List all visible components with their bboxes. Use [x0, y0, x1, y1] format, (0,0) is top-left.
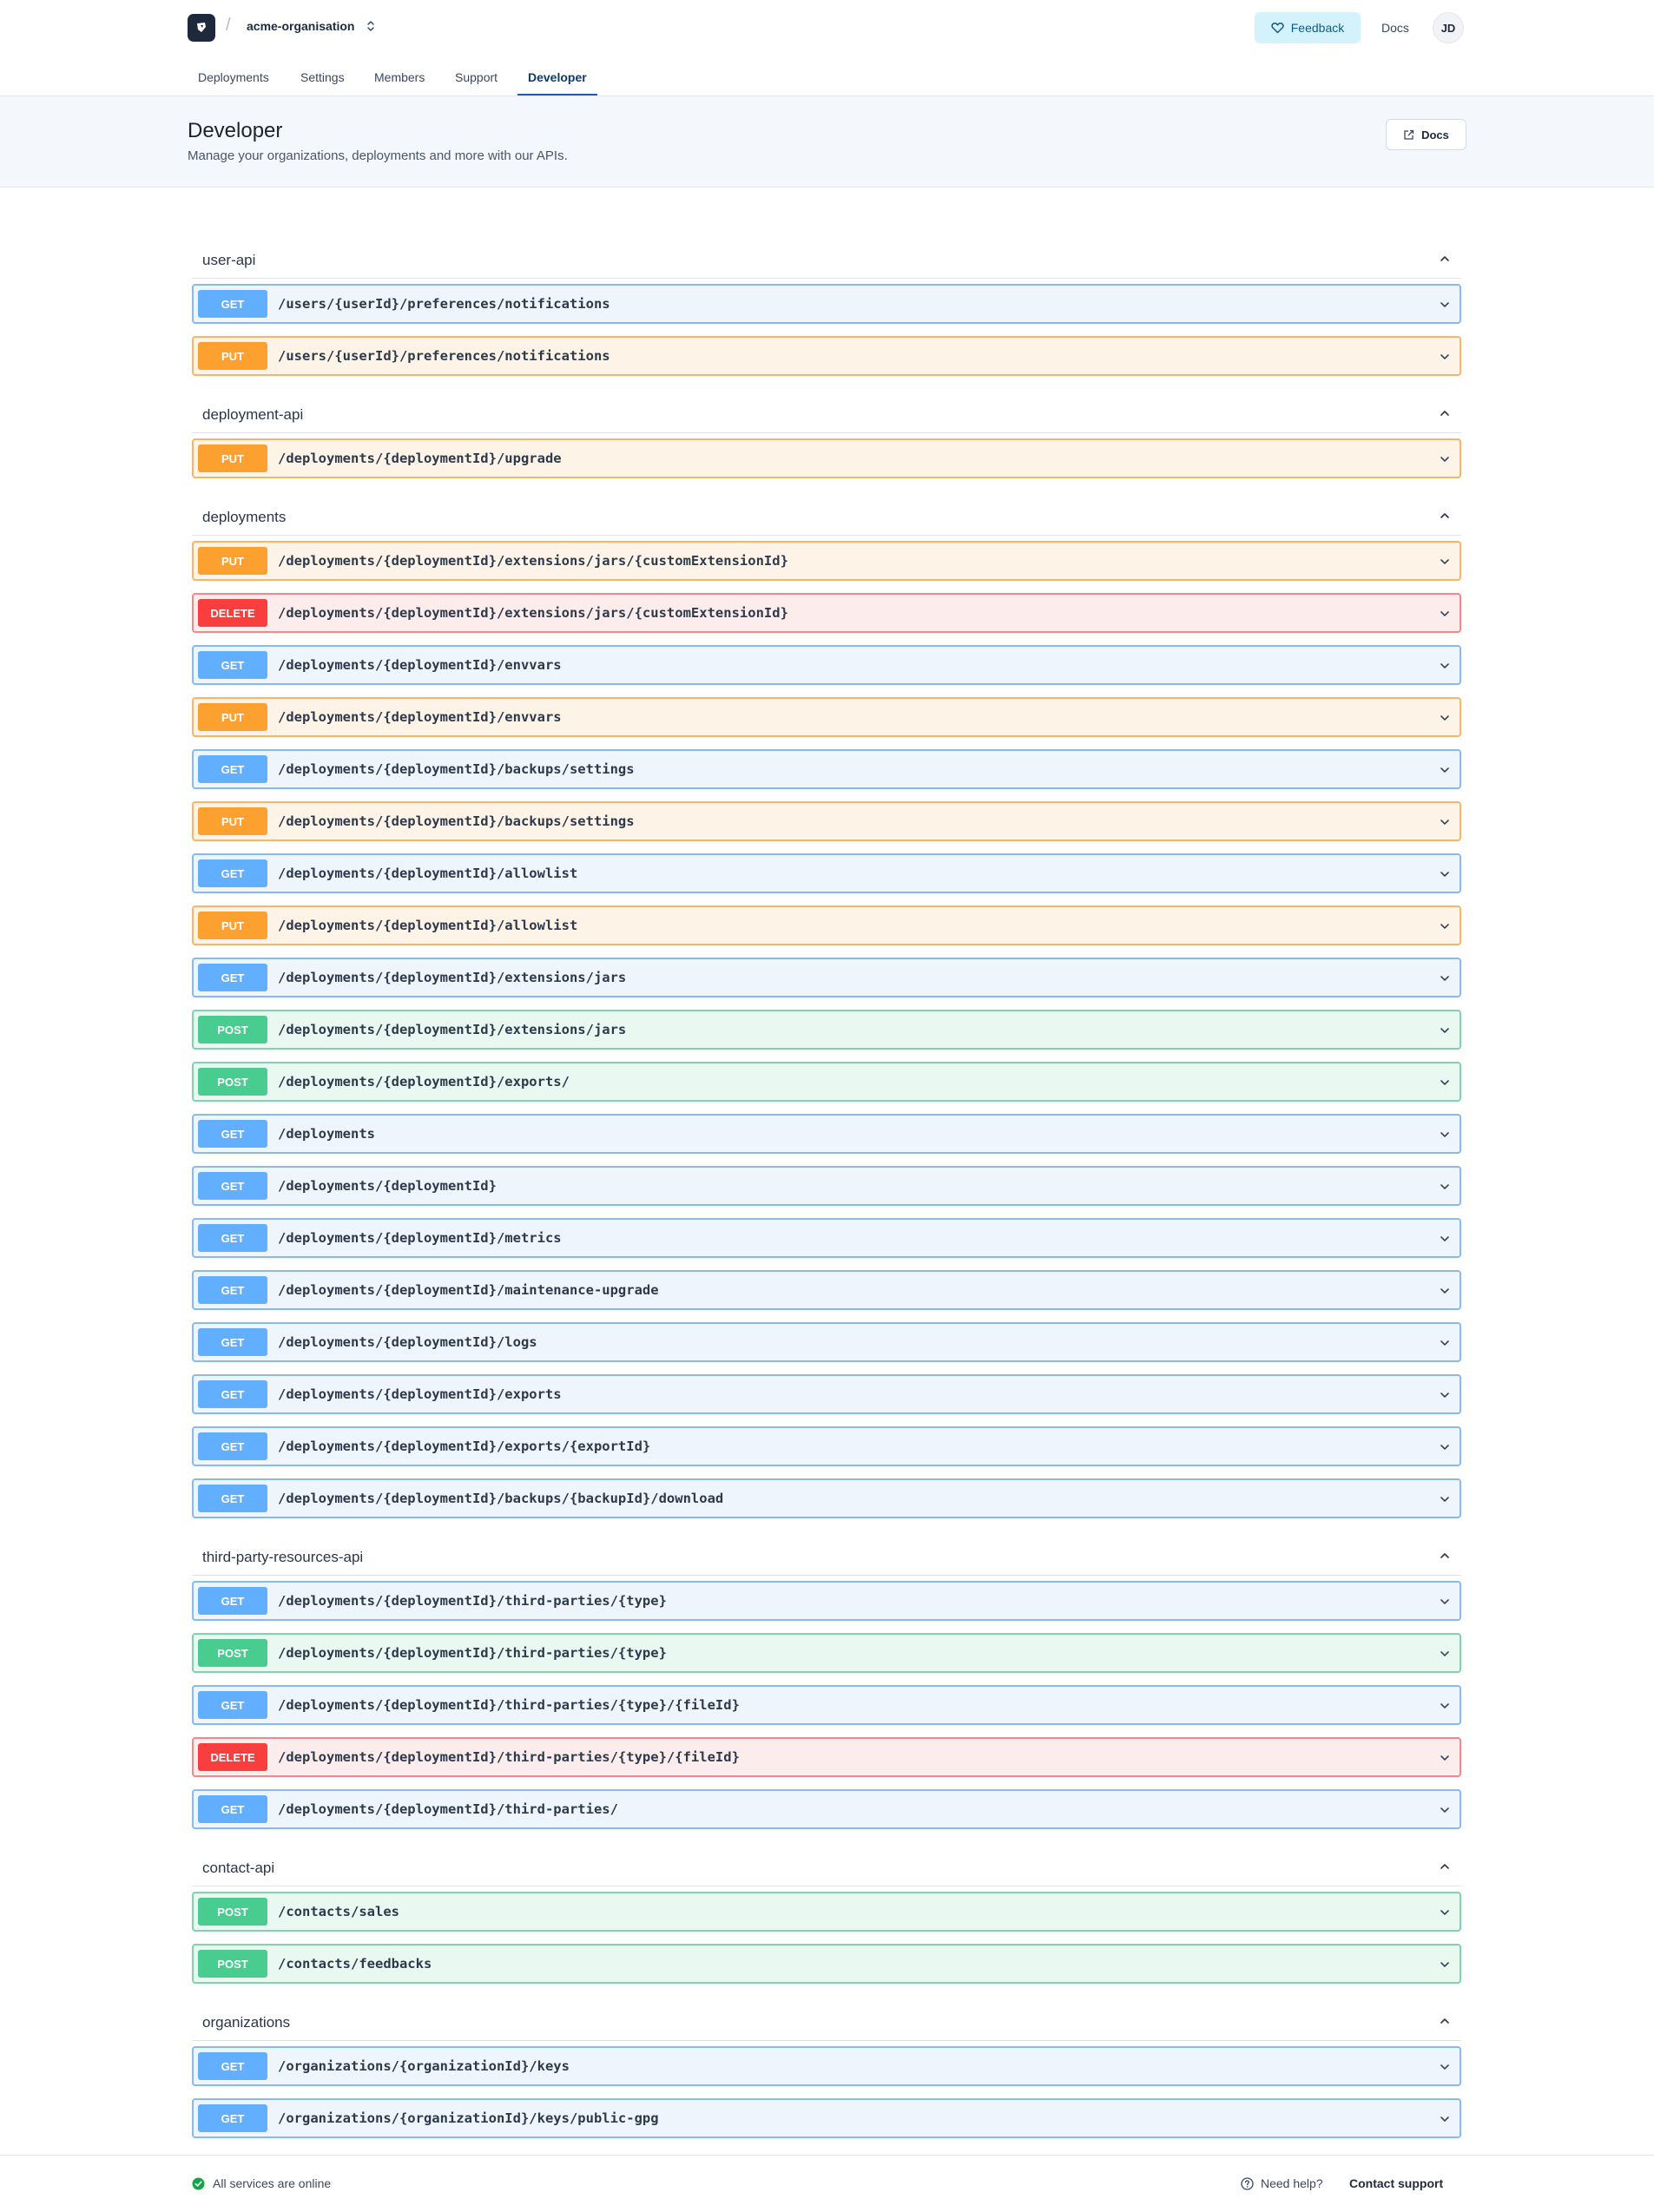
operation-expand-toggle[interactable] [1439, 453, 1451, 470]
operation-row[interactable] [192, 645, 1461, 685]
operation-expand-toggle[interactable] [1439, 920, 1451, 937]
operation-path: /deployments/{deploymentId}/backups/{backupId}/download [278, 1491, 724, 1506]
method-badge: GET [198, 651, 267, 679]
chevron-down-icon [1439, 920, 1451, 932]
operation-path: /deployments/{deploymentId}/metrics [278, 1230, 562, 1246]
operation-row[interactable] [192, 593, 1461, 633]
method-badge: GET [198, 290, 267, 318]
method-badge: PUT [198, 912, 267, 939]
operation-expand-toggle[interactable] [1439, 1804, 1451, 1820]
docs-link[interactable]: Docs [1381, 21, 1409, 35]
page-header [0, 96, 1654, 188]
operation-path: /deployments/{deploymentId}/extensions/jars/{customExtensionId} [278, 553, 788, 569]
operation-row[interactable] [192, 438, 1461, 478]
chevron-down-icon [1439, 816, 1451, 828]
method-badge: POST [198, 1016, 267, 1043]
method-badge: GET [198, 1380, 267, 1408]
operation-expand-toggle[interactable] [1439, 1648, 1451, 1664]
method-badge: GET [198, 1120, 267, 1148]
chevron-down-icon [1439, 1337, 1451, 1349]
status-text: All services are online [213, 2176, 332, 2190]
operation-expand-toggle[interactable] [1439, 1596, 1451, 1612]
method-badge: PUT [198, 547, 267, 575]
section-header[interactable] [192, 1531, 1461, 1576]
method-badge: GET [198, 2104, 267, 2132]
operation-row[interactable] [192, 1944, 1461, 1984]
operation-path: /deployments/{deploymentId}/exports [278, 1386, 562, 1402]
page-title: Developer [188, 119, 283, 142]
section-header[interactable] [192, 1841, 1461, 1886]
operation-expand-toggle[interactable] [1439, 660, 1451, 676]
tab-members[interactable]: Members [374, 70, 425, 84]
operation-expand-toggle[interactable] [1439, 1076, 1451, 1093]
operation-path: /users/{userId}/preferences/notifications [278, 348, 610, 364]
operation-expand-toggle[interactable] [1439, 764, 1451, 780]
footer [0, 2155, 1654, 2212]
operation-path: /deployments/{deploymentId}/envvars [278, 657, 562, 673]
method-badge: GET [198, 1172, 267, 1200]
chevron-up-icon [1439, 1860, 1451, 1873]
operation-row[interactable] [192, 1010, 1461, 1050]
chevron-down-icon [1439, 1076, 1451, 1089]
operation-path: /deployments/{deploymentId}/exports/ [278, 1074, 570, 1090]
operation-row[interactable] [192, 2046, 1461, 2086]
operation-row[interactable] [192, 1892, 1461, 1932]
check-circle-icon [192, 2177, 205, 2190]
method-badge: POST [198, 1639, 267, 1667]
operation-expand-toggle[interactable] [1439, 2061, 1451, 2077]
operation-path: /deployments/{deploymentId}/logs [278, 1334, 537, 1350]
method-badge: PUT [198, 703, 267, 731]
method-badge: GET [198, 1485, 267, 1512]
operation-expand-toggle[interactable] [1439, 2113, 1451, 2130]
operation-path: /deployments/{deploymentId}/backups/settings [278, 761, 635, 777]
operation-row[interactable] [192, 1737, 1461, 1777]
top-bar [0, 0, 1654, 56]
section-title: deployments [202, 509, 287, 525]
tab-support[interactable]: Support [455, 70, 498, 84]
chevron-up-icon [1439, 407, 1451, 419]
operation-path: /deployments/{deploymentId}/third-parties/ [278, 1801, 618, 1817]
chevron-up-down-icon [366, 20, 375, 32]
chevron-down-icon [1439, 351, 1451, 363]
chevron-down-icon [1439, 2061, 1451, 2073]
chevron-up-icon [1439, 510, 1451, 522]
method-badge: GET [198, 2052, 267, 2080]
operation-path: /deployments/{deploymentId}/upgrade [278, 451, 562, 466]
chevron-down-icon [1439, 1906, 1451, 1919]
operation-row[interactable] [192, 1426, 1461, 1466]
method-badge: GET [198, 1587, 267, 1615]
chevron-down-icon [1439, 1752, 1451, 1764]
method-badge: GET [198, 1224, 267, 1252]
external-link-icon [1403, 129, 1414, 141]
operation-path: /deployments/{deploymentId}/third-parties/{type} [278, 1593, 667, 1609]
method-badge: POST [198, 1898, 267, 1926]
method-badge: PUT [198, 342, 267, 370]
operation-path: /deployments/{deploymentId}/extensions/jars/{customExtensionId} [278, 605, 788, 621]
operation-expand-toggle[interactable] [1439, 1441, 1451, 1458]
operation-row[interactable] [192, 1114, 1461, 1154]
chevron-down-icon [1439, 1959, 1451, 1971]
chevron-up-icon [1439, 253, 1451, 265]
chevron-down-icon [1439, 1648, 1451, 1660]
chevron-down-icon [1439, 712, 1451, 724]
section-title: contact-api [202, 1860, 275, 1876]
api-section-organizations [192, 1996, 1461, 2138]
operation-row[interactable] [192, 1062, 1461, 1102]
operation-expand-toggle[interactable] [1439, 1493, 1451, 1510]
method-badge: PUT [198, 807, 267, 835]
operation-expand-toggle[interactable] [1439, 556, 1451, 572]
operation-path: /deployments [278, 1126, 375, 1142]
tab-settings[interactable]: Settings [300, 70, 345, 84]
chevron-down-icon [1439, 1804, 1451, 1816]
operation-path: /organizations/{organizationId}/keys [278, 2058, 570, 2074]
operation-expand-toggle[interactable] [1439, 1700, 1451, 1716]
operation-row[interactable] [192, 905, 1461, 945]
operation-row[interactable] [192, 541, 1461, 581]
heart-icon [1271, 22, 1284, 34]
organization-name: acme-organisation [247, 19, 355, 33]
operation-row[interactable] [192, 1218, 1461, 1258]
method-badge: GET [198, 1691, 267, 1719]
operation-path: /deployments/{deploymentId}/third-parties/{type}/{fileId} [278, 1749, 740, 1765]
section-toggle[interactable] [1439, 510, 1451, 526]
organization-switcher[interactable] [247, 19, 375, 33]
operation-path: /deployments/{deploymentId}/maintenance-upgrade [278, 1282, 659, 1298]
section-title: deployment-api [202, 406, 304, 423]
section-toggle[interactable] [1439, 253, 1451, 269]
help-section [1241, 2176, 1323, 2190]
operation-path: /deployments/{deploymentId}/allowlist [278, 918, 578, 933]
chevron-down-icon [1439, 1129, 1451, 1141]
method-badge: GET [198, 859, 267, 887]
operation-row[interactable] [192, 2098, 1461, 2138]
operation-expand-toggle[interactable] [1439, 608, 1451, 624]
user-avatar[interactable]: JD [1433, 12, 1464, 43]
chevron-down-icon [1439, 2113, 1451, 2125]
api-list [192, 234, 1461, 2150]
section-toggle[interactable] [1439, 1860, 1451, 1877]
chevron-down-icon [1439, 556, 1451, 568]
method-badge: GET [198, 1328, 267, 1356]
api-section-deployments [192, 490, 1461, 1518]
operation-row[interactable] [192, 1685, 1461, 1725]
operation-path: /deployments/{deploymentId}/third-parties/{type} [278, 1645, 667, 1661]
operation-path: /deployments/{deploymentId}/allowlist [278, 866, 578, 881]
method-badge: DELETE [198, 599, 267, 627]
chevron-down-icon [1439, 299, 1451, 311]
operation-expand-toggle[interactable] [1439, 1181, 1451, 1197]
operation-path: /deployments/{deploymentId}/extensions/jars [278, 1022, 627, 1037]
api-section-third-party-resources-api [192, 1531, 1461, 1829]
operation-path: /deployments/{deploymentId}/exports/{exportId} [278, 1438, 651, 1454]
method-badge: GET [198, 1795, 267, 1823]
section-toggle[interactable] [1439, 1550, 1451, 1566]
operation-row[interactable] [192, 284, 1461, 324]
operation-row[interactable] [192, 697, 1461, 737]
chevron-down-icon [1439, 608, 1451, 620]
operation-path: /contacts/feedbacks [278, 1956, 432, 1972]
section-toggle[interactable] [1439, 2015, 1451, 2031]
method-badge: PUT [198, 444, 267, 472]
chevron-down-icon [1439, 1493, 1451, 1505]
operation-expand-toggle[interactable] [1439, 299, 1451, 315]
question-circle-icon [1241, 2177, 1254, 2190]
api-section-contact-api [192, 1841, 1461, 1984]
chevron-down-icon [1439, 453, 1451, 465]
feedback-label: Feedback [1290, 21, 1345, 35]
breadcrumb-separator: / [226, 16, 231, 35]
api-section-deployment-api [192, 388, 1461, 478]
chevron-down-icon [1439, 1181, 1451, 1193]
operation-expand-toggle[interactable] [1439, 1389, 1451, 1406]
method-badge: POST [198, 1068, 267, 1096]
operation-expand-toggle[interactable] [1439, 351, 1451, 367]
section-header[interactable] [192, 234, 1461, 279]
section-header[interactable] [192, 490, 1461, 536]
method-badge: GET [198, 1432, 267, 1460]
operation-path: /deployments/{deploymentId}/extensions/jars [278, 970, 627, 985]
chevron-down-icon [1439, 1596, 1451, 1608]
chevron-down-icon [1439, 1285, 1451, 1297]
operation-row[interactable] [192, 1322, 1461, 1362]
operation-row[interactable] [192, 1581, 1461, 1621]
operation-expand-toggle[interactable] [1439, 868, 1451, 885]
operation-row[interactable] [192, 1166, 1461, 1206]
operation-expand-toggle[interactable] [1439, 1285, 1451, 1301]
docs-button[interactable] [1386, 119, 1466, 150]
service-status [192, 2176, 331, 2190]
operation-expand-toggle[interactable] [1439, 816, 1451, 833]
chevron-down-icon [1439, 660, 1451, 672]
page-subtitle: Manage your organizations, deployments and more with our APIs. [188, 148, 568, 163]
operation-row[interactable] [192, 749, 1461, 789]
contact-support-link[interactable]: Contact support [1349, 2176, 1444, 2190]
section-title: user-api [202, 252, 256, 268]
operation-row[interactable] [192, 336, 1461, 376]
operation-path: /deployments/{deploymentId}/third-parties/{type}/{fileId} [278, 1697, 740, 1713]
chevron-down-icon [1439, 1233, 1451, 1245]
operation-expand-toggle[interactable] [1439, 972, 1451, 989]
section-header[interactable] [192, 1996, 1461, 2041]
chevron-down-icon [1439, 1389, 1451, 1401]
operation-path: /deployments/{deploymentId} [278, 1178, 497, 1194]
method-badge: DELETE [198, 1743, 267, 1771]
operation-path: /users/{userId}/preferences/notifications [278, 296, 610, 312]
method-badge: GET [198, 1276, 267, 1304]
operation-expand-toggle[interactable] [1439, 1337, 1451, 1353]
section-title: organizations [202, 2014, 291, 2031]
docs-button-label: Docs [1421, 128, 1449, 142]
operation-expand-toggle[interactable] [1439, 1233, 1451, 1249]
operation-row[interactable] [192, 801, 1461, 841]
feedback-button[interactable] [1255, 12, 1361, 43]
operation-row[interactable] [192, 1633, 1461, 1673]
main-tabs [0, 56, 1654, 96]
tab-deployments[interactable]: Deployments [198, 70, 269, 84]
chevron-down-icon [1439, 868, 1451, 880]
help-text: Need help? [1261, 2176, 1323, 2190]
chevron-up-icon [1439, 1550, 1451, 1562]
chevron-down-icon [1439, 1700, 1451, 1712]
section-toggle[interactable] [1439, 407, 1451, 424]
operation-row[interactable] [192, 1789, 1461, 1829]
operation-path: /deployments/{deploymentId}/envvars [278, 709, 562, 725]
operation-expand-toggle[interactable] [1439, 1906, 1451, 1923]
operation-expand-toggle[interactable] [1439, 1024, 1451, 1041]
chevron-down-icon [1439, 972, 1451, 984]
operation-row[interactable] [192, 1270, 1461, 1310]
operation-row[interactable] [192, 1478, 1461, 1518]
section-header[interactable] [192, 388, 1461, 433]
operation-row[interactable] [192, 853, 1461, 893]
tab-developer[interactable]: Developer [517, 56, 597, 95]
operation-expand-toggle[interactable] [1439, 1959, 1451, 1975]
chevron-up-icon [1439, 2015, 1451, 2027]
section-title: third-party-resources-api [202, 1549, 364, 1565]
operation-row[interactable] [192, 1374, 1461, 1414]
operation-expand-toggle[interactable] [1439, 1752, 1451, 1768]
operation-expand-toggle[interactable] [1439, 1129, 1451, 1145]
method-badge: GET [198, 964, 267, 991]
chevron-down-icon [1439, 764, 1451, 776]
operation-row[interactable] [192, 958, 1461, 997]
app-logo-icon[interactable] [188, 14, 215, 42]
operation-path: /contacts/sales [278, 1904, 399, 1919]
chevron-down-icon [1439, 1024, 1451, 1037]
method-badge: GET [198, 755, 267, 783]
api-section-user-api [192, 234, 1461, 376]
chevron-down-icon [1439, 1441, 1451, 1453]
operation-path: /deployments/{deploymentId}/backups/settings [278, 813, 635, 829]
operation-path: /organizations/{organizationId}/keys/public-gpg [278, 2110, 659, 2126]
method-badge: POST [198, 1950, 267, 1978]
operation-expand-toggle[interactable] [1439, 712, 1451, 728]
